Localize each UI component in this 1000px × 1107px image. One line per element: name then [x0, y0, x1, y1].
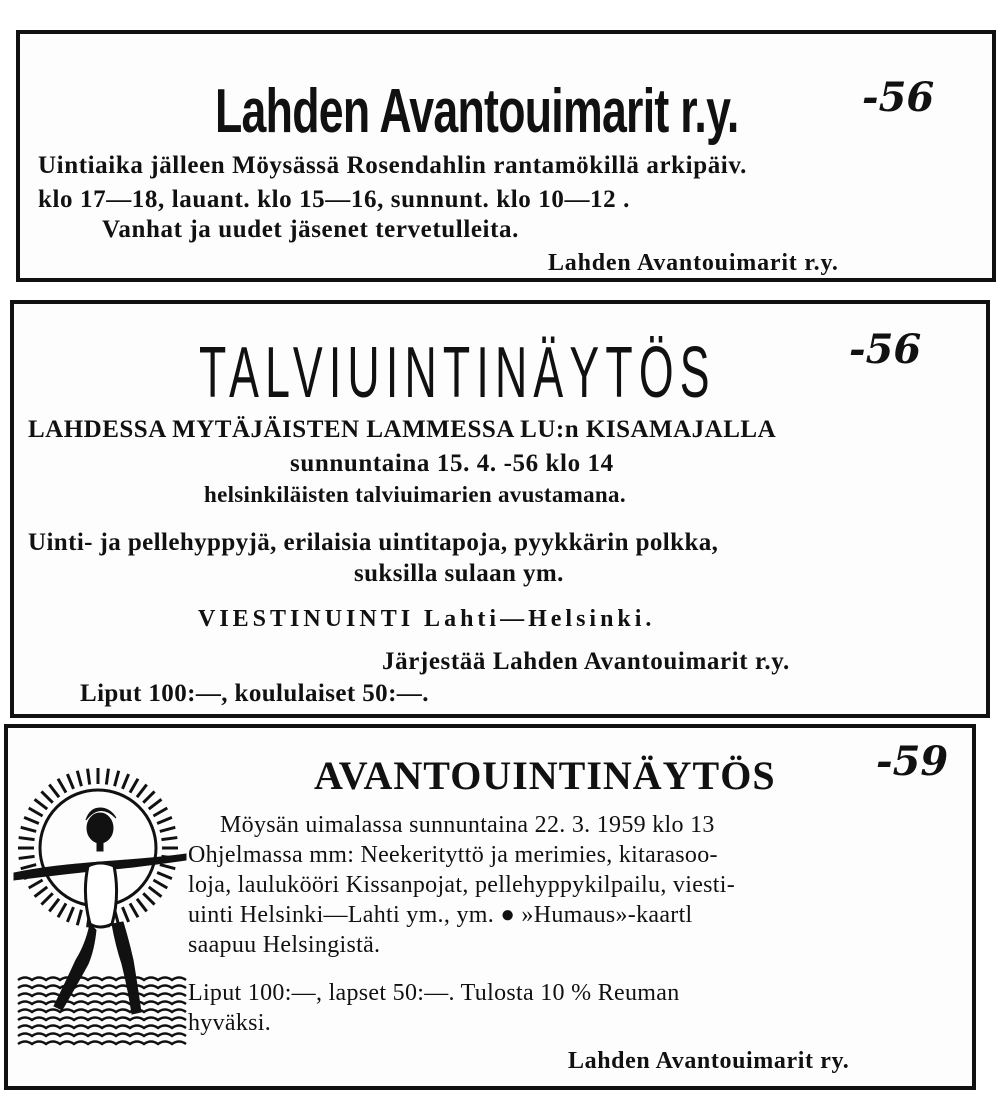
ice-hole-swimming-show-ad: [4, 724, 976, 1090]
signature: Lahden Avantouimarit r.y.: [548, 250, 839, 276]
program-line: uinti Helsinki—Lahti ym., ym. ● »Humaus»-kaartl: [188, 902, 693, 928]
winter-swimming-show-ad: [10, 300, 990, 718]
price-line: Liput 100:—, koululaiset 50:—.: [80, 680, 429, 707]
price-line: Liput 100:—, lapset 50:—. Tulosta 10 % Reuman: [188, 980, 680, 1006]
handwritten-year-mark: -56: [849, 326, 922, 373]
swimming-club-notice: [16, 30, 996, 282]
date-line: Möysän uimalassa sunnuntaina 22. 3. 1959 klo 13: [220, 812, 715, 838]
program-line: loja, laulukööri Kissanpojat, pellehyppykilpailu, viesti-: [188, 872, 736, 898]
program-line: Uinti- ja pellehyppyjä, erilaisia uintitapoja, pyykkärin polkka,: [28, 529, 719, 556]
club-title: Lahden Avantouimarit r.y.: [215, 77, 739, 146]
show-title: TALVIUINTINÄYTÖS: [199, 333, 716, 413]
program-line: saapuu Helsingistä.: [188, 932, 381, 958]
organizer-line: Järjestää Lahden Avantouimarit r.y.: [382, 648, 790, 675]
notice-line: Vanhat ja uudet jäsenet tervetulleita.: [102, 216, 519, 243]
water-waves: [18, 978, 186, 1045]
program-line: Ohjelmassa mm: Neekerityttö ja merimies, kitarasoo-: [188, 842, 718, 868]
program-line: suksilla sulaan ym.: [354, 560, 564, 587]
show-title: AVANTOUINTINÄYTÖS: [314, 753, 776, 798]
handwritten-year-mark: -59: [876, 738, 949, 785]
date-line: sunnuntaina 15. 4. -56 klo 14: [290, 450, 614, 477]
assist-line: helsinkiläisten talviuimarien avustamana.: [204, 482, 626, 507]
notice-line: klo 17—18, lauant. klo 15—16, sunnunt. klo 10—12 .: [38, 186, 630, 213]
relay-line: VIESTINUINTI Lahti—Helsinki.: [198, 606, 656, 632]
price-line: hyväksi.: [188, 1010, 272, 1036]
swimmer-illustration: [8, 758, 193, 1058]
notice-line: Uintiaika jälleen Möysässä Rosendahlin rantamökillä arkipäiv.: [38, 152, 747, 179]
handwritten-year-mark: -56: [862, 74, 935, 121]
location-line: LAHDESSA MYTÄJÄISTEN LAMMESSA LU:n KISAMAJALLA: [28, 416, 777, 443]
signature: Lahden Avantouimarit ry.: [568, 1048, 850, 1074]
